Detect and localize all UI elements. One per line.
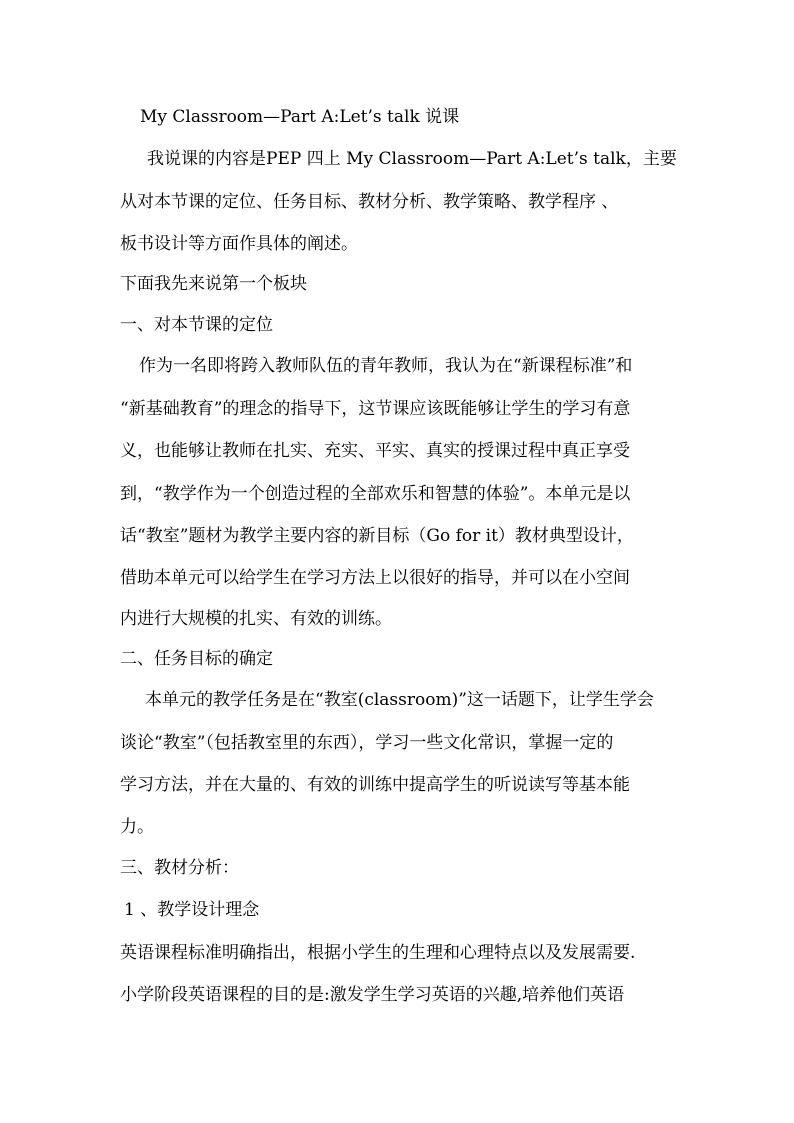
paragraph-line: 从对本节课的定位、任务目标、教材分析、教学策略、教学程序 、 [120, 192, 619, 212]
paragraph-line: 英语课程标准明确指出，根据小学生的生理和心理特点以及发展需要. [120, 943, 636, 963]
section-heading: 一、对本节课的定位 [120, 315, 273, 335]
paragraph-line: 谈论“教室”（包括教室里的东西），学习一些文化常识，掌握一定的 [120, 733, 614, 753]
section-heading: 二、任务目标的确定 [120, 649, 273, 669]
paragraph-line: 本单元的教学任务是在“教室(classroom)”这一话题下，让学生学会 [145, 690, 654, 710]
section-heading: 三、教材分析： [120, 858, 239, 878]
paragraph-line: 义，也能够让教师在扎实、充实、平实、真实的授课过程中真正享受 [120, 441, 630, 461]
document-title: My Classroom—Part A:Let’s talk 说课 [140, 107, 460, 127]
paragraph-line: 作为一名即将跨入教师队伍的青年教师，我认为在“新课程标准”和 [139, 356, 633, 376]
paragraph-line: 下面我先来说第一个板块 [120, 274, 307, 294]
paragraph-line: 话“教室”题材为教学主要内容的新目标（Go for it）教材典型设计， [120, 526, 634, 546]
subsection-heading: 1 、教学设计理念 [124, 900, 260, 920]
paragraph-line: 内进行大规模的扎实、有效的训练。 [120, 609, 392, 629]
paragraph-line: 板书设计等方面作具体的阐述。 [120, 234, 358, 254]
paragraph-line: “新基础教育”的理念的指导下，这节课应该既能够让学生的学习有意 [120, 399, 631, 419]
paragraph-line: 小学阶段英语课程的目的是:激发学生学习英语的兴趣,培养他们英语 [120, 985, 625, 1005]
paragraph-line: 借助本单元可以给学生在学习方法上以很好的指导，并可以在小空间 [120, 568, 630, 588]
paragraph-line: 力。 [120, 817, 154, 837]
paragraph-line: 到，“教学作为一个创造过程的全部欢乐和智慧的体验”。本单元是以 [120, 484, 631, 504]
paragraph-line: 学习方法，并在大量的、有效的训练中提高学生的听说读写等基本能 [120, 775, 630, 795]
paragraph-line: 我说课的内容是PEP 四上 My Classroom—Part A:Let’s talk，主要 [147, 149, 677, 169]
